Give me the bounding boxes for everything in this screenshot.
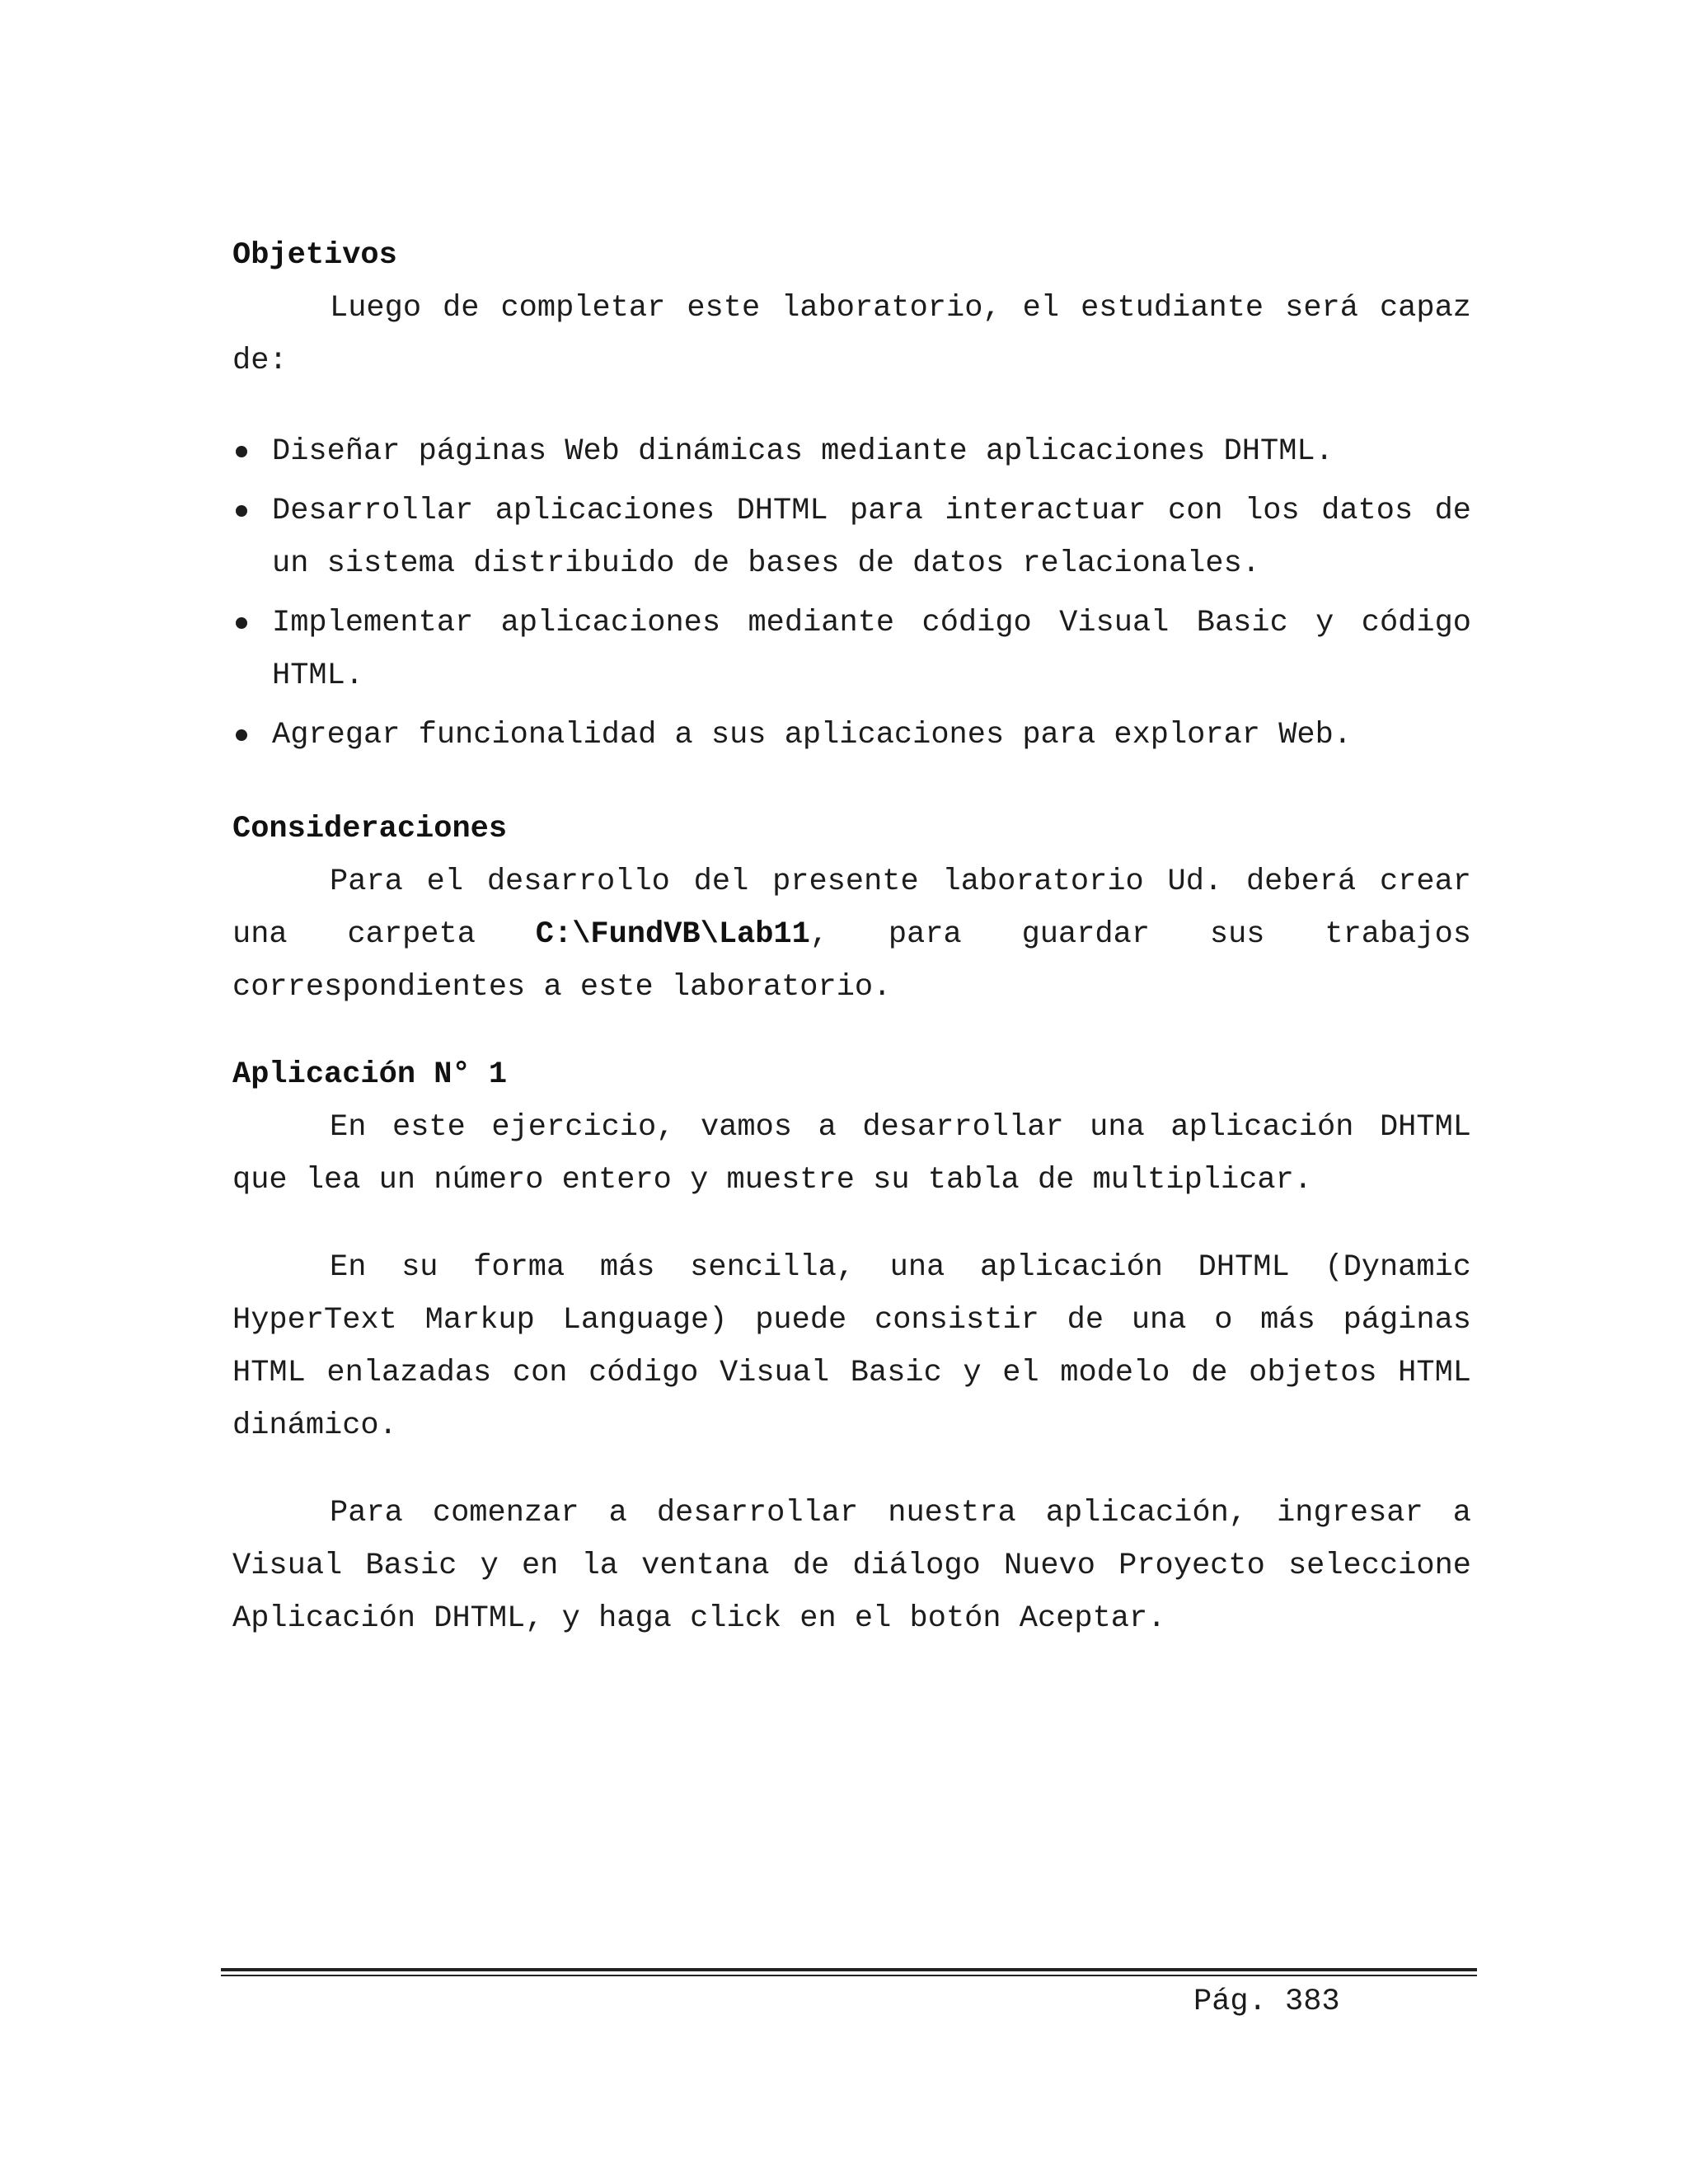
bullet-icon (236, 505, 247, 517)
list-item-text: Agregar funcionalidad a sus aplicaciones para explorar Web. (272, 718, 1353, 752)
consideraciones-text-after: , para guardar sus trabajos correspondientes a este laboratorio. (232, 917, 1471, 1005)
bullet-icon (236, 729, 247, 741)
aplicacion-paragraph-1: En este ejercicio, vamos a desarrollar una aplicación DHTML que lea un número entero y muestre su tabla de multiplicar. (232, 1110, 1471, 1197)
list-item-text: Implementar aplicaciones mediante código Visual Basic y código HTML. (272, 606, 1471, 693)
objetivos-intro: Luego de completar este laboratorio, el estudiante será capaz de: (232, 291, 1471, 378)
consideraciones-text (232, 855, 1471, 1014)
list-item (232, 485, 1471, 590)
list-item-text: Diseñar páginas Web dinámicas mediante aplicaciones DHTML. (272, 434, 1334, 469)
bullet-icon (236, 617, 247, 629)
objetivos-list (232, 425, 1471, 762)
folder-path: C:\FundVB\Lab11 (535, 917, 810, 952)
list-item-text: Desarrollar aplicaciones DHTML para interactuar con los datos de un sistema distribuido de bases de datos relacionales. (272, 494, 1471, 581)
aplicacion-paragraph-2: En su forma más sencilla, una aplicación DHTML (Dynamic HyperText Markup Language) puede consistir de una o más páginas HTML enlazadas con código Visual Basic y el modelo de objetos HTML dinámico. (232, 1250, 1471, 1443)
spacer (232, 387, 1471, 425)
footer-rule (221, 1968, 1477, 1971)
list-item (232, 709, 1471, 762)
consideraciones-text-before: Para el desarrollo del presente laboratorio Ud. deberá crear una carpeta (232, 865, 1471, 952)
footer-rule-secondary (221, 1975, 1477, 1976)
aplicacion-paragraph-3: Para comenzar a desarrollar nuestra aplicación, ingresar a Visual Basic y en la ventana de diálogo Nuevo Proyecto seleccione Aplicación DHTML, y haga click en el botón Aceptar. (232, 1496, 1471, 1636)
page-number: Pág. 383 (1193, 1985, 1340, 2019)
objetivos-heading: Objetivos (232, 238, 397, 273)
document-body (232, 229, 1471, 1645)
spacer (232, 1014, 1471, 1048)
spacer (232, 768, 1471, 803)
list-item (232, 425, 1471, 478)
aplicacion-heading: Aplicación N° 1 (232, 1057, 508, 1092)
consideraciones-heading: Consideraciones (232, 812, 508, 846)
bullet-icon (236, 446, 247, 457)
list-item (232, 597, 1471, 702)
